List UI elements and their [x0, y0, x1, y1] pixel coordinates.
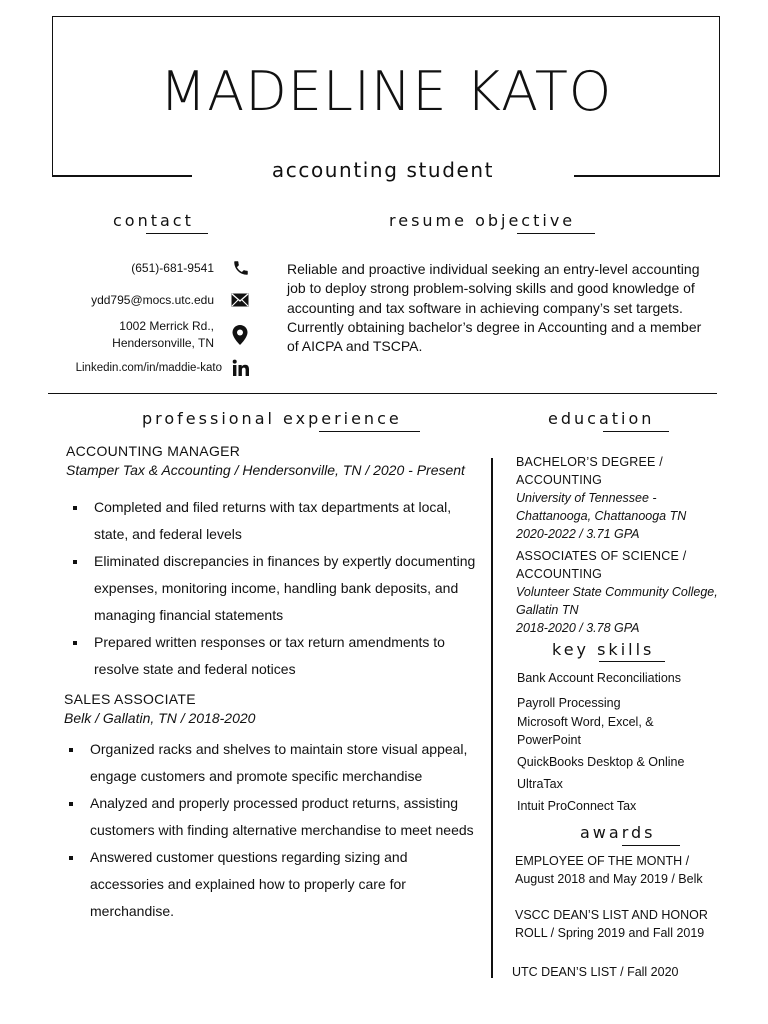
- job-accounting-manager-bullets: [66, 494, 486, 683]
- list-item: Prepared written responses or tax return amendments to resolve state and federal notices: [66, 629, 486, 683]
- awards-heading: awards: [580, 823, 656, 842]
- objective-text: Reliable and proactive individual seeking an entry-level accounting job to deploy strong problem-solving skills and good knowledge of accounting and tax software in achieving company’s set targets. Currently obtaining bachelor’s degree in Accounting and a member of AICPA and TSCPA.: [287, 261, 702, 355]
- section-divider: [48, 393, 717, 394]
- contact-heading: contact: [113, 211, 194, 230]
- skill-item: UltraTax: [517, 777, 563, 791]
- contact-heading-underline: [146, 233, 208, 234]
- contact-address-line2: Hendersonville, TN: [112, 336, 214, 350]
- map-pin-icon: [230, 325, 250, 345]
- education-dates: 2020-2022 / 3.71 GPA: [516, 527, 640, 541]
- list-item: Eliminated discrepancies in finances by expertly documenting expenses, monitoring income, handling bank deposits, and managing financial statements: [66, 548, 486, 629]
- header-box-top-border: [52, 16, 720, 17]
- awards-heading-underline: [622, 845, 680, 846]
- award-item: VSCC DEAN’S LIST AND HONOR ROLL / Spring 2019 and Fall 2019: [515, 908, 708, 940]
- phone-icon: [231, 258, 251, 278]
- experience-heading: professional experience: [142, 409, 402, 428]
- skill-item: QuickBooks Desktop & Online: [517, 755, 685, 769]
- contact-phone: (651)-681-9541: [131, 261, 214, 275]
- job-employer-location-dates: Belk / Gallatin, TN / 2018-2020: [64, 710, 256, 726]
- candidate-name: MADELINE KATO: [159, 60, 613, 123]
- education-dates: 2018-2020 / 3.78 GPA: [516, 621, 640, 635]
- candidate-title: accounting student: [271, 158, 495, 182]
- education-school: Volunteer State Community College, Gallatin TN: [516, 585, 718, 617]
- education-degree: BACHELOR’S DEGREE / ACCOUNTING: [516, 455, 663, 487]
- contact-email: ydd795@mocs.utc.edu: [91, 293, 214, 307]
- list-item: Answered customer questions regarding sizing and accessories and explained how to properly care for merchandise.: [62, 844, 482, 925]
- objective-heading: resume objective: [389, 211, 576, 230]
- education-heading: education: [548, 409, 655, 428]
- list-item: Completed and filed returns with tax departments at local, state, and federal levels: [66, 494, 486, 548]
- job-sales-associate: [64, 689, 474, 728]
- header-box-bottom-left-border: [52, 175, 192, 177]
- column-divider: [491, 458, 493, 978]
- skill-item: Intuit ProConnect Tax: [517, 799, 637, 813]
- skill-item: Payroll Processing: [517, 696, 621, 710]
- education-heading-underline: [603, 431, 669, 432]
- education-entry: [516, 453, 721, 543]
- objective-heading-underline: [517, 233, 595, 234]
- education-school: University of Tennessee - Chattanooga, Chattanooga TN: [516, 491, 687, 523]
- job-accounting-manager: [66, 441, 476, 480]
- linkedin-icon: [231, 358, 251, 378]
- education-entry: [516, 547, 721, 637]
- skill-item: Bank Account Reconciliations: [517, 671, 681, 685]
- education-degree: ASSOCIATES OF SCIENCE / ACCOUNTING: [516, 549, 687, 581]
- job-sales-associate-bullets: [62, 736, 482, 925]
- skill-item: Microsoft Word, Excel, & PowerPoint: [517, 715, 654, 747]
- skills-heading: key skills: [552, 640, 655, 659]
- list-item: Analyzed and properly processed product returns, assisting customers with finding alternative merchandise to meet needs: [62, 790, 482, 844]
- contact-linkedin[interactable]: Linkedin.com/in/maddie-kato: [75, 362, 222, 374]
- list-item: Organized racks and shelves to maintain store visual appeal, engage customers and promote specific merchandise: [62, 736, 482, 790]
- award-item: UTC DEAN’S LIST / Fall 2020: [512, 965, 679, 979]
- experience-heading-underline: [319, 431, 420, 432]
- header-box-bottom-right-border: [574, 175, 720, 177]
- envelope-icon: [230, 290, 250, 310]
- skills-heading-underline: [599, 661, 665, 662]
- job-title: SALES ASSOCIATE: [64, 691, 196, 707]
- job-employer-location-dates: Stamper Tax & Accounting / Hendersonville, TN / 2020 - Present: [66, 462, 465, 478]
- contact-address-line1: 1002 Merrick Rd.,: [119, 319, 214, 333]
- job-title: ACCOUNTING MANAGER: [66, 443, 241, 459]
- award-item: EMPLOYEE OF THE MONTH / August 2018 and May 2019 / Belk: [515, 854, 703, 886]
